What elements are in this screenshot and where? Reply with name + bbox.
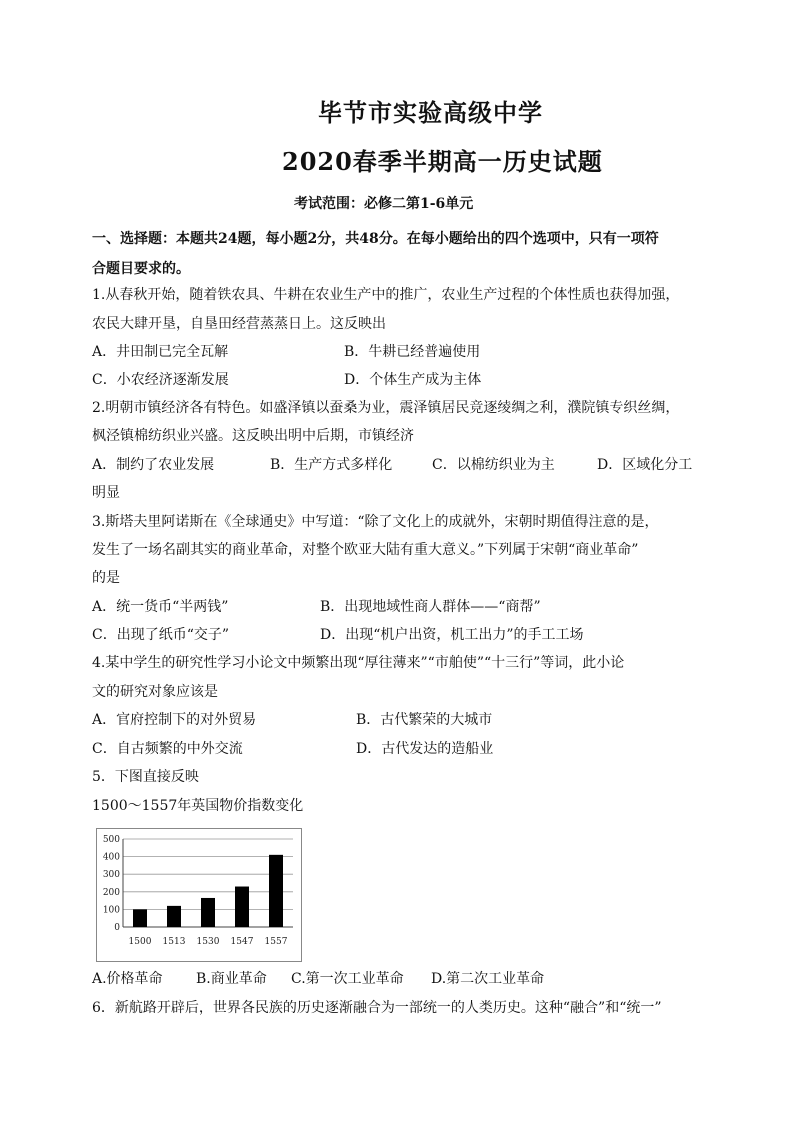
q3-option-d: D．出现“机户出资，机工出力”的手工工场: [320, 627, 584, 643]
q4-option-a: A．官府控制下的对外贸易: [92, 712, 257, 728]
q3-stem-line3: 的是: [92, 570, 120, 586]
q3-option-c: C．出现了纸币“交子”: [92, 627, 230, 643]
chart-x-tick-label: 1530: [196, 937, 220, 947]
q2-stem-line1: 2.明朝市镇经济各有特色。如盛泽镇以蚕桑为业，震泽镇居民竞逐绫绸之利，濮院镇专织丝绸，: [92, 400, 680, 416]
q2-option-d: D．区域化分工: [597, 457, 693, 473]
chart-bar: [167, 906, 181, 927]
chart-y-tick-label: 500: [102, 835, 120, 845]
q4-option-b: B．古代繁荣的大城市: [356, 712, 493, 728]
chart-bar: [269, 855, 283, 927]
q3-option-b: B．出现地域性商人群体——“商帮”: [320, 599, 541, 615]
chart-x-tick-label: 1513: [162, 937, 186, 947]
q2-option-d-cont: 明显: [92, 485, 120, 501]
chart-y-tick-label: 400: [102, 852, 120, 863]
chart-bar: [235, 887, 249, 927]
chart-x-tick-label: 1500: [128, 937, 152, 947]
q3-option-a: A．统一货币“半两钱”: [92, 599, 229, 615]
q4-stem-line2: 文的研究对象应该是: [92, 684, 218, 700]
q5-option-d: D.第二次工业革命: [431, 971, 545, 987]
q5-stem: 5．下图直接反映: [92, 769, 199, 785]
q1-option-d: D．个体生产成为主体: [344, 372, 482, 388]
q1-option-b: B．牛耕已经普遍使用: [344, 344, 481, 360]
chart-y-tick-label: 100: [102, 905, 120, 916]
chart-y-tick-label: 300: [102, 870, 120, 881]
q2-option-c: C．以棉纺织业为主: [432, 457, 555, 473]
q3-stem-line1: 3.斯塔夫里阿诺斯在《全球通史》中写道：“除了文化上的成就外，宋朝时期值得注意的是，: [92, 514, 659, 530]
q1-option-c: C．小农经济逐渐发展: [92, 372, 229, 388]
chart-x-tick-label: 1547: [230, 937, 254, 947]
q5-chart-caption: 1500～1557年英国物价指数变化: [92, 798, 304, 814]
q2-stem-line2: 枫泾镇棉纺织业兴盛。这反映出明中后期，市镇经济: [92, 428, 414, 444]
q1-stem-line1: 1.从春秋开始，随着铁农具、牛耕在农业生产中的推广，农业生产过程的个体性质也获得加强，: [92, 287, 680, 303]
school-title: 毕节市实验高级中学: [318, 98, 543, 127]
q5-option-a: A.价格革命: [92, 971, 163, 987]
exam-title: 2020春季半期高一历史试题: [282, 147, 603, 176]
price-index-chart-svg: [97, 829, 301, 961]
q2-option-a: A．制约了农业发展: [92, 457, 215, 473]
q4-option-c: C．自古频繁的中外交流: [92, 741, 243, 757]
q5-option-c: C.第一次工业革命: [291, 971, 404, 987]
exam-scope: 考试范围：必修二第1-6单元: [294, 196, 474, 212]
chart-y-tick-label: 200: [102, 887, 120, 898]
price-index-chart: [96, 828, 302, 962]
q2-option-b: B．生产方式多样化: [270, 457, 393, 473]
chart-bar: [201, 898, 215, 927]
chart-y-tick-label: 0: [114, 923, 120, 933]
q4-option-d: D．古代发达的造船业: [356, 741, 494, 757]
q5-option-b: B.商业革命: [196, 971, 267, 987]
q1-stem-line2: 农民大肆开垦，自垦田经营蒸蒸日上。这反映出: [92, 316, 386, 332]
q4-stem-line1: 4.某中学生的研究性学习小论文中频繁出现“厚往薄来”“市舶使”“十三行”等词，此小论: [92, 655, 625, 671]
q1-option-a: A．井田制已完全瓦解: [92, 344, 229, 360]
q3-stem-line2: 发生了一场名副其实的商业革命，对整个欧亚大陆有重大意义。”下列属于宋朝“商业革命”: [92, 542, 639, 558]
chart-x-tick-label: 1557: [264, 937, 288, 947]
section-heading-line1: 一、选择题：本题共24题，每小题2分，共48分。在每小题给出的四个选项中，只有一项符: [92, 231, 659, 247]
section-heading-line2: 合题目要求的。: [92, 261, 190, 277]
chart-bar: [133, 909, 147, 927]
q6-stem-line1: 6．新航路开辟后，世界各民族的历史逐渐融合为一部统一的人类历史。这种“融合”和“统一”: [92, 1000, 662, 1016]
